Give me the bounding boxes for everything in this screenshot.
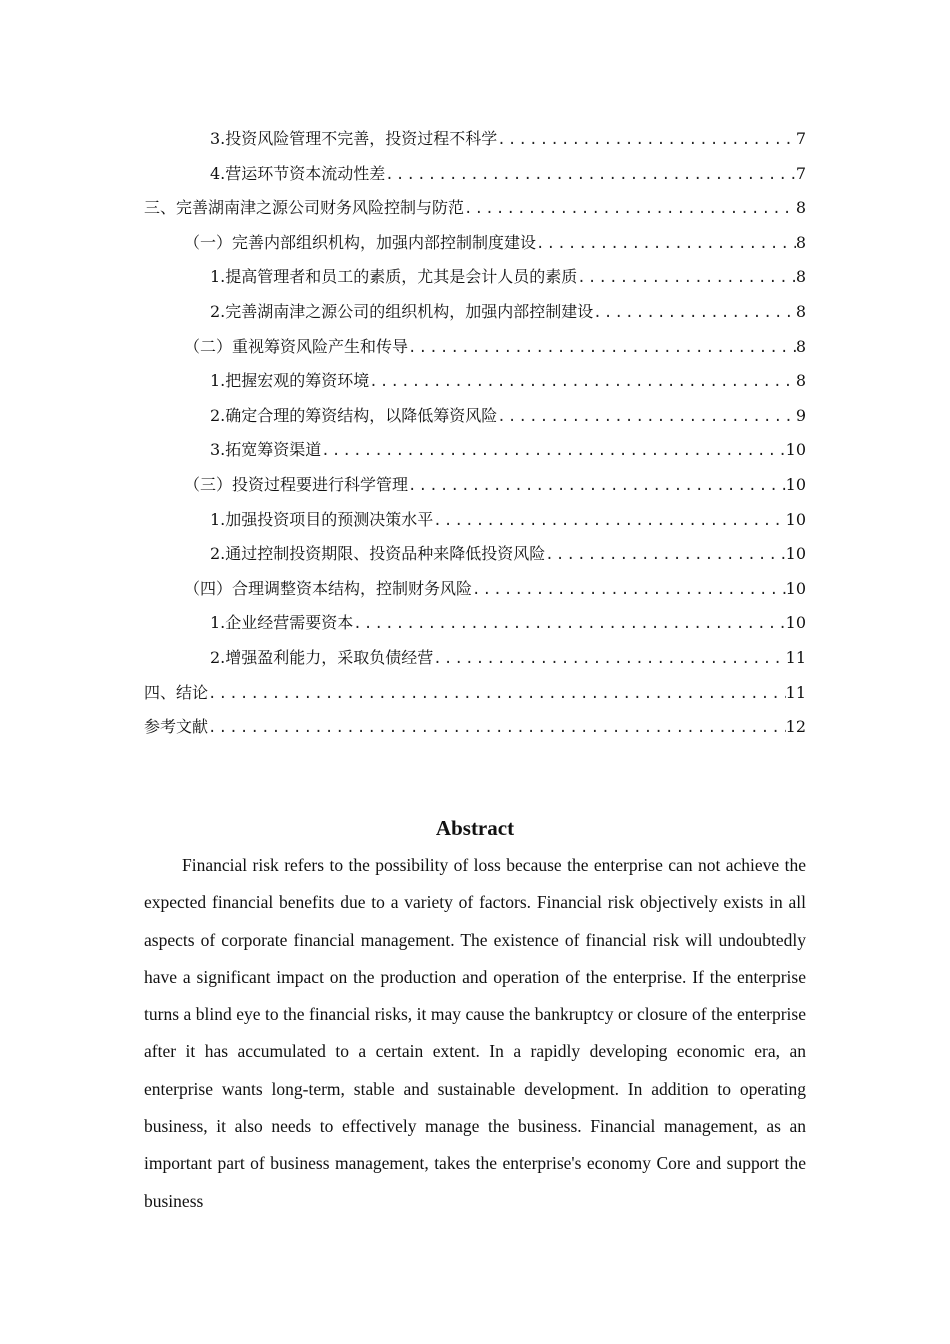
toc-entry-page: 8 (795, 301, 806, 321)
toc-entry-title: 4.营运环节资本流动性差 (210, 163, 386, 183)
toc-leader-dots (497, 400, 796, 434)
toc-entry[interactable] (144, 433, 806, 468)
toc-entry[interactable] (144, 226, 806, 261)
toc-leader-dots (433, 642, 785, 676)
toc-entry[interactable] (144, 503, 806, 538)
toc-entry[interactable] (144, 710, 806, 745)
toc-entry-title: 2.增强盈利能力，采取负债经营 (210, 647, 434, 667)
toc-leader-dots (577, 261, 796, 295)
toc-entry[interactable] (144, 606, 806, 641)
toc-entry-page: 8 (795, 198, 806, 218)
toc-entry-page: 10 (785, 509, 806, 529)
toc-leader-dots (433, 504, 785, 538)
abstract-heading: Abstract (435, 816, 515, 840)
toc-leader-dots (472, 573, 786, 607)
toc-leader-dots (369, 365, 796, 399)
toc-entry-title: 3.拓宽筹资渠道 (210, 440, 322, 460)
toc-entry[interactable] (144, 468, 806, 503)
toc-entry-title: （三）投资过程要进行科学管理 (184, 474, 409, 494)
toc-entry[interactable] (144, 157, 806, 192)
toc-leader-dots (385, 158, 796, 192)
toc-entry[interactable] (144, 676, 806, 711)
toc-entry-page: 11 (785, 647, 806, 667)
toc-entry[interactable] (144, 641, 806, 676)
toc-entry-title: （二）重视筹资风险产生和传导 (184, 336, 409, 356)
toc-leader-dots (593, 296, 796, 330)
toc-entry-page: 10 (785, 474, 806, 494)
toc-entry-page: 7 (795, 163, 806, 183)
toc-entry-page: 7 (795, 129, 806, 148)
toc-leader-dots (408, 331, 796, 365)
toc-entry[interactable] (144, 537, 806, 572)
toc-entry-title: 3.投资风险管理不完善，投资过程不科学 (210, 129, 498, 148)
toc-entry-page: 10 (785, 544, 806, 564)
toc-entry-title: （一）完善内部组织机构，加强内部控制制度建设 (184, 232, 537, 252)
toc-leader-dots (321, 434, 785, 468)
table-of-contents (144, 122, 806, 745)
toc-entry[interactable] (144, 399, 806, 434)
toc-entry[interactable] (144, 364, 806, 399)
toc-entry-title: 1.企业经营需要资本 (210, 613, 354, 633)
toc-entry[interactable] (144, 572, 806, 607)
toc-entry-title: 1.把握宏观的筹资环境 (210, 371, 370, 391)
toc-entry-page: 9 (795, 405, 806, 425)
toc-entry-title: （四）合理调整资本结构，控制财务风险 (184, 578, 473, 598)
toc-entry-title: 2.通过控制投资期限、投资品种来降低投资风险 (210, 544, 546, 564)
toc-entry-page: 11 (785, 682, 806, 702)
toc-entry-page: 10 (785, 613, 806, 633)
toc-entry-page: 8 (795, 371, 806, 391)
toc-entry[interactable] (144, 295, 806, 330)
toc-entry-title: 2.完善湖南津之源公司的组织机构，加强内部控制建设 (210, 301, 594, 321)
abstract-paragraph: Financial risk refers to the possibility of loss because the enterprise can not achieve the expected financial benefits due to a variety of factors. Financial risk objectively exists in all aspects of corporate financial management. The existence of financial risk will undoubtedly have a significant impact on the production and operation of the enterprise. If the enterprise turns a blind eye to the financial risks, it may cause the bankruptcy or closure of the enterprise after it has accumulated to a certain extent. In a rapidly developing economic era, an enterprise wants long-term, stable and sustainable development. In addition to operating business, it also needs to effectively manage the business. Financial management, as an important part of business management, takes the enterprise's economy Core and support the business (144, 855, 806, 1211)
toc-entry-title: 四、结论 (144, 682, 209, 702)
toc-entry[interactable] (144, 191, 806, 226)
toc-entry-title: 参考文献 (144, 717, 209, 737)
toc-entry[interactable] (144, 330, 806, 365)
toc-entry-page: 12 (785, 717, 806, 737)
toc-leader-dots (464, 192, 796, 226)
toc-entry-title: 1.提高管理者和员工的素质，尤其是会计人员的素质 (210, 267, 578, 287)
toc-leader-dots (545, 538, 785, 572)
toc-leader-dots (497, 123, 796, 157)
toc-entry-title: 2.确定合理的筹资结构，以降低筹资风险 (210, 405, 498, 425)
toc-leader-dots (408, 469, 786, 503)
toc-leader-dots (536, 227, 796, 261)
toc-entry-page: 8 (795, 336, 806, 356)
toc-entry[interactable] (144, 260, 806, 295)
toc-leader-dots (208, 677, 786, 711)
toc-entry[interactable] (144, 122, 806, 157)
toc-entry-page: 8 (795, 267, 806, 287)
toc-entry-page: 8 (795, 232, 806, 252)
toc-leader-dots (353, 607, 785, 641)
toc-entry-page: 10 (785, 440, 806, 460)
toc-entry-page: 10 (785, 578, 806, 598)
toc-entry-title: 1.加强投资项目的预测决策水平 (210, 509, 434, 529)
toc-leader-dots (208, 711, 786, 745)
toc-entry-title: 三、完善湖南津之源公司财务风险控制与防范 (144, 198, 465, 218)
